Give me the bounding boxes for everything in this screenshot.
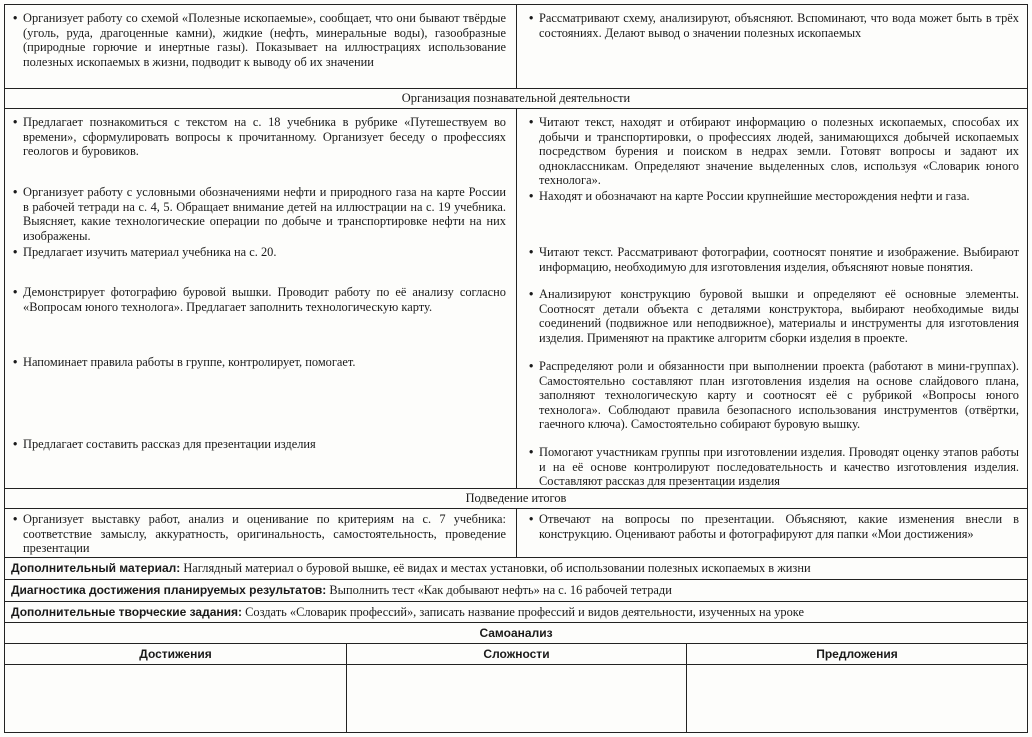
teacher-cell bbox=[5, 109, 517, 488]
column-header: Сложности bbox=[347, 644, 686, 665]
students-activity: • Анализируют конструкцию буровой вышки и определяют её основные элементы. Соотносят детали объекта с деталями конструктора, выбирают необходимые виды соединений (подвижное или неподвижное), материалы и инструменты для изготовления изделия. Применяют на практике алгоритм сборки изделия в проекте. bbox=[539, 287, 1019, 345]
teacher-activity: • Организует выставку работ, анализ и оценивание по критериям на с. 7 учебника: соответствие замыслу, аккуратность, оригинальность, самостоятельность, проведение презентации bbox=[23, 512, 506, 556]
extra-material-text: Наглядный материал о буровой вышке, её видах и местах установки, об использовании полезных ископаемых в жизни bbox=[180, 561, 811, 575]
suggestions-column bbox=[687, 644, 1027, 732]
creative-tasks-row bbox=[5, 601, 1027, 622]
teacher-activity: • Предлагает составить рассказ для презентации изделия bbox=[23, 437, 506, 452]
column-header: Достижения bbox=[5, 644, 346, 665]
section-header-summary bbox=[5, 488, 1027, 508]
achievements-column bbox=[5, 644, 347, 732]
column-header: Предложения bbox=[687, 644, 1027, 665]
lesson-plan-table bbox=[4, 4, 1028, 733]
extra-material-row bbox=[5, 557, 1027, 579]
summary-row bbox=[5, 508, 1027, 557]
self-analysis-title: Самоанализ bbox=[479, 626, 553, 640]
teacher-activity: • Напоминает правила работы в группе, контролирует, помогает. bbox=[23, 355, 506, 370]
creative-tasks-text: Создать «Словарик профессий», записать название профессий и видов деятельности, изученных на уроке bbox=[242, 605, 805, 619]
self-analysis-table bbox=[5, 643, 1027, 732]
students-cell bbox=[517, 509, 1027, 557]
cognitive-row bbox=[5, 108, 1027, 488]
diagnostics-label: Диагностика достижения планируемых результатов: bbox=[11, 583, 327, 597]
section-title: Организация познавательной деятельности bbox=[401, 91, 631, 105]
students-activity: • Читают текст, находят и отбирают информацию о полезных ископаемых, способах их добычи и транспортировки, о профессиях людей, занимающихся добычей ископаемых посредством бурения и поиском в недрах земли. Готовят вопросы и задают их одноклассникам. Определяют значение выделенных слов, используя «Словарик юного технолога». bbox=[539, 115, 1019, 188]
teacher-cell bbox=[5, 5, 517, 88]
teacher-activity: • Организует работу с условными обозначениями нефти и природного газа на карте России в рабочей тетради на с. 4, 5. Обращает внимание детей на иллюстрации на с. 19 учебника. Выясняет, какие технологические операции по добыче и транспортировке нефти на них изображены. bbox=[23, 185, 506, 243]
students-activity: • Находят и обозначают на карте России крупнейшие месторождения нефти и газа. bbox=[539, 189, 1019, 204]
students-activity: • Помогают участникам группы при изготовлении изделия. Проводят оценку этапов работы и на её основе контролируют последовательность и качество изготовления изделия. Составляют рассказ для презентации изделия bbox=[539, 445, 1019, 489]
teacher-activity: • Предлагает познакомиться с текстом на с. 18 учебника в рубрике «Путешествуем во времени», сформулировать вопросы к прочитанному. Организует беседу о профессиях геологов и буровиков. bbox=[23, 115, 506, 159]
teacher-cell bbox=[5, 509, 517, 557]
students-activity: • Читают текст. Рассматривают фотографии, соотносят понятие и изображение. Выбирают информацию, необходимую для изготовления изделия, объясняют новые понятия. bbox=[539, 245, 1019, 274]
section-title: Подведение итогов bbox=[465, 491, 567, 505]
teacher-activity: • Демонстрирует фотографию буровой вышки. Проводит работу по её анализу согласно «Вопросам юного технолога». Предлагает заполнить технологическую карту. bbox=[23, 285, 506, 314]
self-analysis-header bbox=[5, 622, 1027, 643]
diagnostics-text: Выполнить тест «Как добывают нефть» на с. 16 рабочей тетради bbox=[326, 583, 672, 597]
students-cell bbox=[517, 109, 1027, 488]
extra-material-label: Дополнительный материал: bbox=[11, 561, 181, 575]
students-cell bbox=[517, 5, 1027, 88]
students-activity: • Отвечают на вопросы по презентации. Объясняют, какие изменения внесли в конструкцию. Оценивают работы и фотографируют для папки «Мои достижения» bbox=[539, 512, 1019, 541]
diagnostics-row bbox=[5, 579, 1027, 601]
teacher-activity: • Организует работу со схемой «Полезные ископаемые», сообщает, что они бывают твёрдые (уголь, руда, драгоценные камни), жидкие (нефть, минеральные воды), газообразные (природные горючие и инертные газы). Показывает на иллюстрациях использование полезных ископаемых в жизни, подводит к выводу об их значении bbox=[23, 11, 506, 69]
creative-tasks-label: Дополнительные творческие задания: bbox=[11, 605, 243, 619]
intro-row bbox=[5, 5, 1027, 88]
teacher-activity: • Предлагает изучить материал учебника на с. 20. bbox=[23, 245, 506, 260]
difficulties-column bbox=[347, 644, 687, 732]
students-activity: • Рассматривают схему, анализируют, объясняют. Вспоминают, что вода может быть в трёх состояниях. Делают вывод о значении полезных ископаемых bbox=[539, 11, 1019, 40]
section-header-cognitive bbox=[5, 88, 1027, 108]
students-activity: • Распределяют роли и обязанности при выполнении проекта (работают в мини-группах). Самостоятельно составляют план изготовления изделия на основе слайдового плана, заполняют технологическую карту и соотносят её с рубрикой «Вопросы юного технолога». Соблюдают правила безопасного использования инструментов (отвёртки, гаечного ключа). Самостоятельно собирают буровую вышку. bbox=[539, 359, 1019, 432]
